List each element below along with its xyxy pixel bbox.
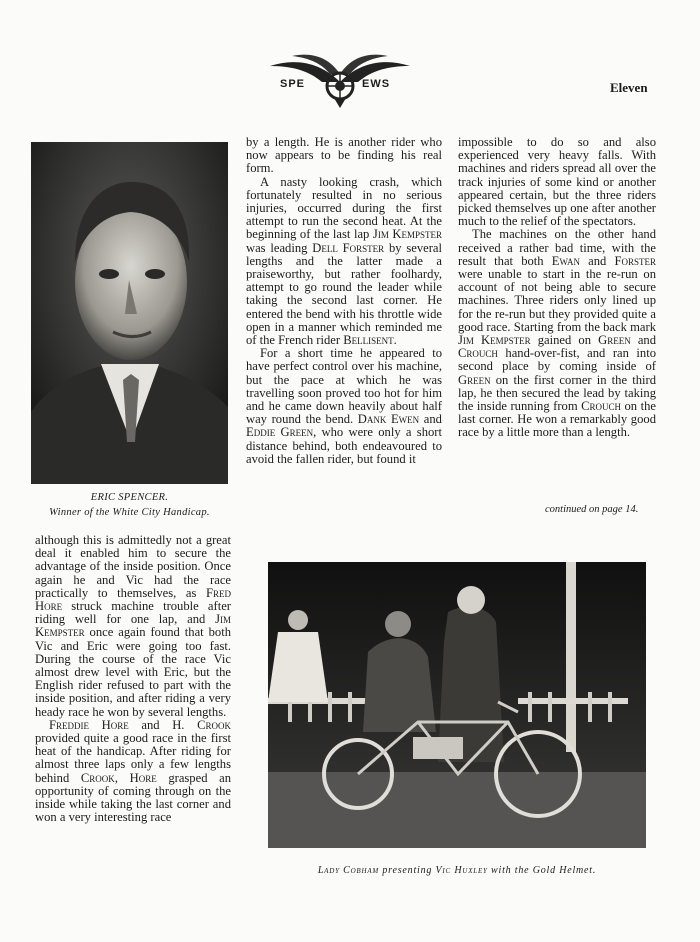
paragraph: For a short time he appeared to have perfect control over his machine, but the pace at which he was travelling soon proved too hot for him and he came down heavily about half way round the bend. Dank Ewen and Eddie Green, who were only a short distance behind, both endeavoured to avoid the fallen rider, but found it: [246, 346, 442, 466]
person-name: Crook: [80, 770, 115, 785]
article-column-3: [458, 136, 656, 440]
masthead-left-text: SPE: [280, 78, 306, 90]
portrait-caption: [31, 490, 228, 520]
masthead-logo: [240, 52, 440, 110]
event-image: [268, 562, 646, 848]
masthead-right-text: EWS: [362, 78, 391, 90]
person-name: Jim Kempster: [458, 333, 531, 348]
article-column-1-lower: [35, 534, 231, 824]
paragraph: A nasty looking crash, which fortunately resulted in no serious injuries, occurred during the first attempt to run the second heat. At the beginning of the last lap Jim Kempster was leading Dell Forster by several lengths and the latter made a praiseworthy, but rather foolhardy, attempt to go round the leader while taking the second last corner. He entered the bend with his throttle wide open in a manner which reminded me of the French rider Bellisent.: [246, 174, 443, 348]
person-name: Crouch: [458, 346, 498, 361]
page-number: Eleven: [610, 80, 648, 95]
person-name: Ewan: [551, 253, 580, 268]
person-name: Green: [598, 333, 631, 348]
portrait-photo: [31, 142, 228, 484]
portrait-caption-name: ERIC SPENCER.: [90, 492, 169, 503]
continued-note: continued on page 14.: [545, 504, 639, 515]
person-name: Bellisent: [343, 333, 394, 348]
person-name: Eddie Green: [246, 425, 314, 440]
person-name: Lady Cobham: [317, 865, 380, 876]
article-column-2: [246, 136, 442, 466]
winged-wheel-icon: [240, 52, 440, 110]
portrait-caption-sub: Winner of the White City Handicap.: [49, 507, 210, 518]
person-name: Jim Kempster: [372, 227, 442, 242]
person-name: Dank Ewen: [357, 412, 420, 427]
person-name: Crook: [197, 717, 231, 732]
paragraph: impossible to do so and also experienced very heavy falls. With machines and riders spread all over the track injuries of some kind or another appeared certain, but the three riders picked themselves up one after another much to the relief of the spectators.: [458, 135, 656, 229]
person-name: Green: [458, 372, 491, 387]
paragraph: although this is admittedly not a great deal it enabled him to secure the advantage of the inside position. Once again he and Vic had the race practically to themselves, as Fred Hore struck machine trouble after riding well for one lap, and Jim Kempster once again found that both Vic and Eric were going too fast. During the course of the race Vic almost drew level with Eric, but the English rider refused to part with the inside position, and after riding a very heady race he won by several lengths.: [35, 533, 231, 719]
portrait-image: [31, 142, 228, 484]
person-name: Vic Huxley: [435, 865, 488, 876]
person-name: Fred Hore: [35, 585, 231, 614]
paragraph: Freddie Hore and H. Crook provided quite a good race in the first heat of the handicap. After riding for almost three laps only a few lengths behind Crook, Hore grasped an opportunity of coming through on the inside while taking the last corner and won a very interesting race: [35, 717, 231, 825]
paragraph: by a length. He is another rider who now appears to be finding his real form.: [246, 135, 442, 176]
person-name: Dell Forster: [312, 240, 385, 255]
person-name: Freddie Hore: [49, 717, 129, 732]
person-name: Forster: [614, 253, 657, 268]
person-name: Hore: [129, 770, 157, 785]
person-name: Crouch: [581, 399, 622, 414]
event-photo-caption: Lady Cobham presenting Vic Huxley with the Gold Helmet.: [317, 865, 597, 876]
paragraph: The machines on the other hand received a rather bad time, with the result that both Ewan and Forster were unable to start in the re-run on account of not being able to secure machines. Three riders only lined up for the re-run but they provided quite a good race. Starting from the back mark Jim Kempster gained on Green and Crouch hand-over-fist, and ran into second place by coming inside of Green on the first corner in the third lap, he then secured the lead by taking the inside running from Crouch on the last corner. He won a remarkably good race by a little more than a length.: [458, 227, 657, 440]
event-photo: [268, 562, 646, 848]
person-name: Jim Kempster: [35, 612, 231, 640]
